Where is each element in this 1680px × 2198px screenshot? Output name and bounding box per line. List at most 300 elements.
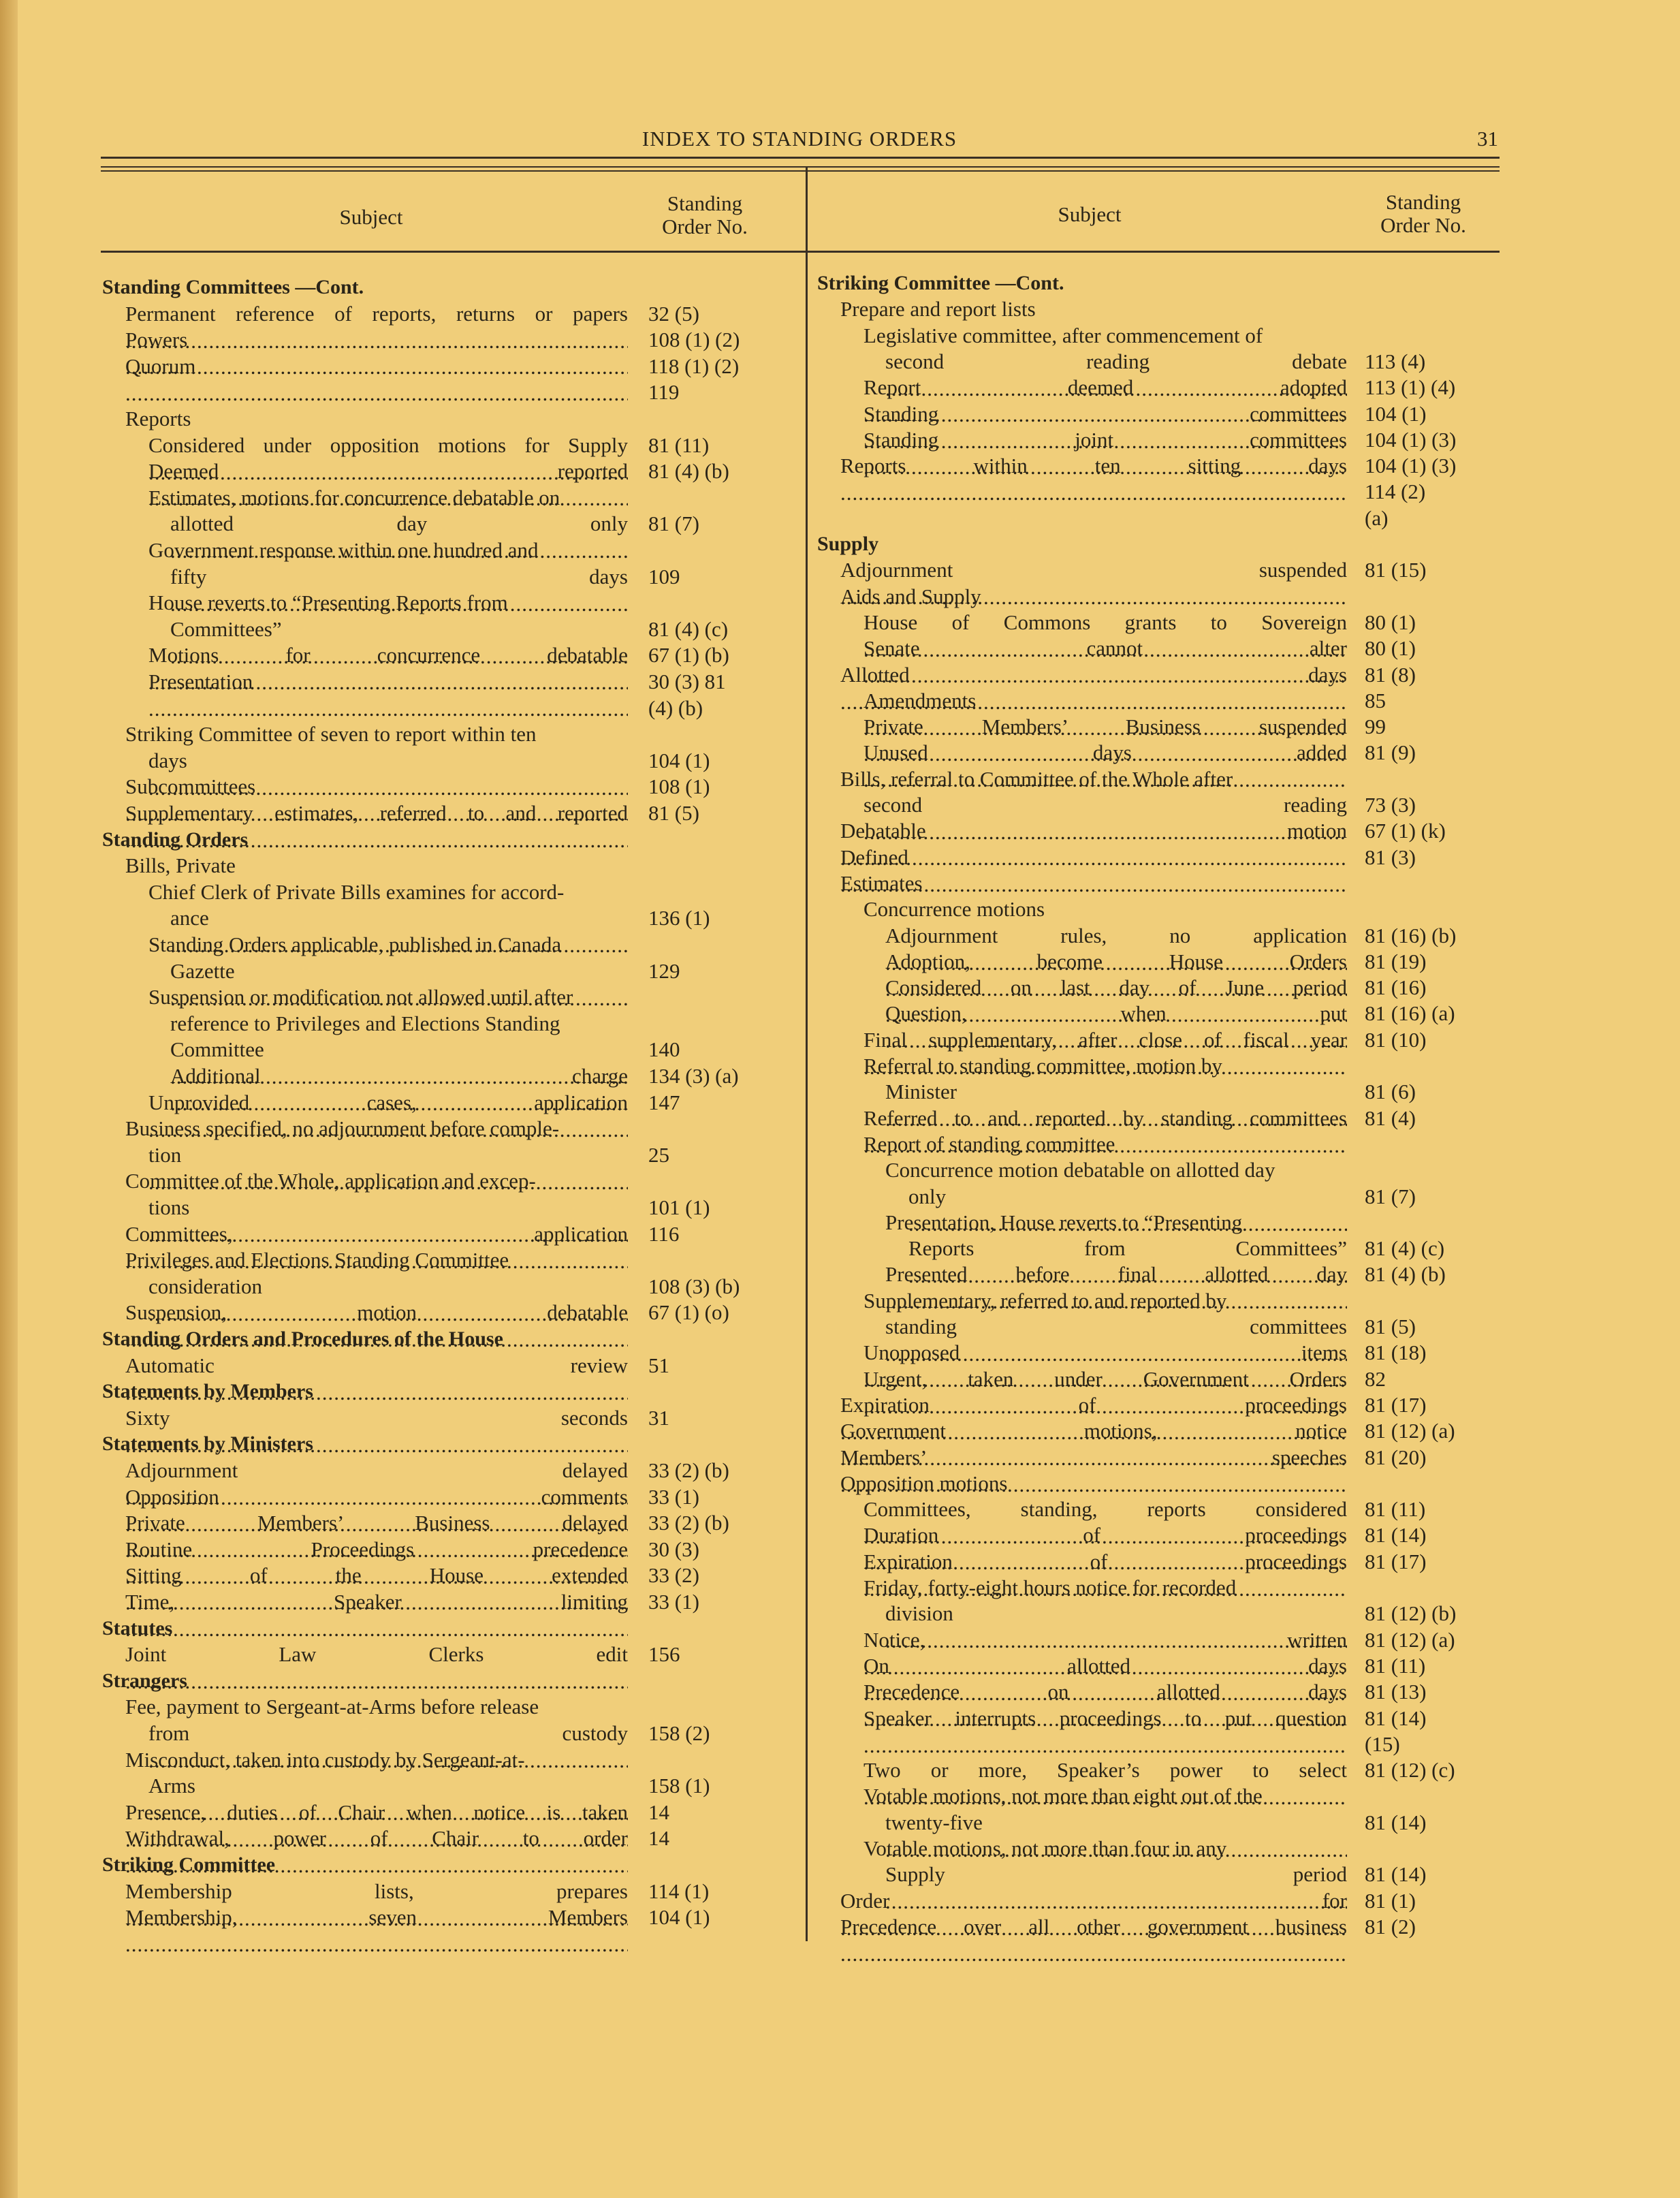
standing-order-number: 67 (1) (b) bbox=[648, 643, 729, 668]
index-entry-text: Standing Orders and Procedures of the House bbox=[102, 1328, 503, 1350]
index-entry bbox=[125, 852, 628, 879]
index-entry-text: On allotted days ..... bbox=[863, 1652, 1347, 1707]
standing-order-number: 104 (1) (3) bbox=[1365, 427, 1457, 452]
index-entry bbox=[125, 1221, 628, 1248]
index-entry bbox=[863, 1105, 1347, 1132]
index-entry-text: Adjournment rules, no application ..... bbox=[885, 922, 1347, 977]
index-entry bbox=[863, 1757, 1347, 1784]
standing-order-number: 81 (18) bbox=[1365, 1340, 1427, 1365]
standing-order-number: 81 (14) bbox=[1365, 1862, 1427, 1887]
table-top-rule bbox=[101, 166, 1500, 168]
index-entry bbox=[125, 1483, 628, 1511]
index-entry-text: Sixty seconds ..... bbox=[125, 1404, 628, 1459]
standing-order-number: 14 bbox=[648, 1826, 669, 1851]
index-entry-text: Government response within one hundred and bbox=[148, 538, 539, 562]
index-entry-text: Committee of the Whole, application and excep- bbox=[125, 1169, 536, 1193]
standing-order-number: 25 bbox=[648, 1142, 669, 1167]
standing-order-number: 81 (4) (c) bbox=[648, 616, 729, 641]
index-entry-text: Votable motions, not more than eight out of the bbox=[863, 1784, 1263, 1808]
standing-order-number: 104 (1) bbox=[648, 1905, 710, 1930]
index-entry-text: Withdrawal, power of Chair to order ..... bbox=[125, 1825, 628, 1879]
standing-order-number: 81 (20) bbox=[1365, 1445, 1427, 1469]
standing-order-number: 81 (4) (b) bbox=[1365, 1262, 1446, 1287]
index-entry bbox=[148, 458, 628, 485]
index-entry bbox=[885, 1600, 1347, 1627]
index-entry-text: Presentation, House reverts to “Presenting bbox=[885, 1210, 1243, 1234]
index-entry-text: Standing Orders applicable, published in Canada bbox=[148, 932, 562, 956]
index-entry-text: Time, Speaker limiting ..... bbox=[125, 1588, 628, 1643]
index-entry bbox=[170, 1063, 628, 1090]
index-entry-text: Defined ..... bbox=[840, 844, 1347, 898]
standing-order-number: 33 (2) (b) bbox=[648, 1511, 729, 1535]
index-entry-text: Government motions, notice ..... bbox=[840, 1417, 1347, 1472]
standing-order-number: 108 (1) (2) bbox=[648, 328, 740, 352]
index-entry-text: only ..... bbox=[908, 1183, 1347, 1238]
index-entry bbox=[840, 1887, 1347, 1915]
standing-order-number: (a) bbox=[1365, 505, 1389, 530]
index-entry-text: Opposition motions bbox=[840, 1471, 1008, 1495]
index-entry-text: Two or more, Speaker’s power to select ..... bbox=[863, 1757, 1347, 1811]
index-entry bbox=[840, 661, 1347, 689]
table-top-rule-2 bbox=[101, 170, 1500, 172]
right-order-header-line2: Order No. bbox=[1380, 213, 1466, 237]
standing-order-number: 81 (11) bbox=[648, 433, 710, 457]
index-entry-text: Misconduct, taken into custody by Sergeant-at- bbox=[125, 1747, 525, 1772]
index-entry bbox=[148, 432, 628, 459]
index-heading bbox=[102, 1325, 628, 1353]
standing-order-number: 81 (14) bbox=[1365, 1706, 1427, 1730]
index-entry-text: Membership, seven Members ..... bbox=[125, 1904, 628, 1958]
index-entry-text: Referral to standing committee, motion by bbox=[863, 1054, 1222, 1078]
standing-order-number: 81 (12) (a) bbox=[1365, 1627, 1455, 1652]
standing-order-number: 81 (5) bbox=[1365, 1315, 1416, 1338]
standing-order-number: 147 bbox=[648, 1090, 680, 1114]
index-entry bbox=[125, 326, 628, 354]
index-entry bbox=[125, 1457, 628, 1484]
index-entry-text: Speaker interrupts proceedings to put question ..... bbox=[863, 1705, 1347, 1759]
standing-order-number: 101 (1) bbox=[648, 1195, 710, 1219]
standing-order-number: 80 (1) bbox=[1365, 636, 1416, 661]
index-entry bbox=[148, 1194, 628, 1221]
standing-order-number: 99 bbox=[1365, 715, 1386, 739]
index-entry bbox=[885, 1261, 1347, 1288]
index-entry bbox=[148, 1720, 628, 1747]
index-entry bbox=[125, 1641, 628, 1668]
index-entry-text: tion ..... bbox=[148, 1142, 628, 1196]
index-entry-text: Sitting of the House extended ..... bbox=[125, 1562, 628, 1616]
standing-order-number: 114 (1) bbox=[648, 1879, 710, 1903]
index-entry bbox=[840, 1417, 1347, 1445]
standing-order-number: 85 bbox=[1365, 688, 1386, 712]
standing-order-number: 81 (16) bbox=[1365, 975, 1427, 1000]
index-entry-text: Permanent reference of reports, returns or papers ..... bbox=[125, 300, 628, 355]
index-entry bbox=[840, 844, 1347, 871]
standing-order-number: 81 (17) bbox=[1365, 1549, 1427, 1573]
standing-order-number: 108 (1) bbox=[648, 774, 710, 799]
index-entry bbox=[885, 1809, 1347, 1836]
index-entry-text: Expiration of proceedings ..... bbox=[863, 1548, 1347, 1603]
index-entry bbox=[148, 484, 628, 512]
index-entry-text: Notice, written ..... bbox=[863, 1627, 1347, 1681]
index-entry bbox=[170, 1010, 628, 1037]
index-entry-text: Supply bbox=[817, 533, 879, 555]
index-entry bbox=[125, 1509, 628, 1537]
index-entry bbox=[885, 1157, 1347, 1184]
index-entry-text: Adjournment delayed ..... bbox=[125, 1457, 628, 1511]
standing-order-number: (4) (b) bbox=[648, 695, 703, 720]
index-entry bbox=[863, 896, 1347, 923]
index-entry bbox=[170, 905, 628, 932]
standing-order-number: 81 (17) bbox=[1365, 1392, 1427, 1417]
index-entry bbox=[863, 1574, 1347, 1601]
index-entry bbox=[170, 616, 628, 643]
standing-order-number: 80 (1) bbox=[1365, 610, 1416, 634]
index-entry-text: Allotted days ..... bbox=[840, 661, 1347, 716]
index-entry-text: Supply period ..... bbox=[885, 1861, 1347, 1915]
index-entry bbox=[148, 747, 628, 774]
index-entry-text: Estimates bbox=[840, 870, 923, 895]
index-entry bbox=[840, 766, 1347, 793]
index-entry-text: Bills, referral to Committee of the Whole after bbox=[840, 766, 1233, 791]
index-entry-text: Referred to and reported by standing committees ..... bbox=[863, 1105, 1347, 1159]
index-entry bbox=[170, 958, 628, 985]
index-entry-text: Reports from Committees” ..... bbox=[908, 1235, 1347, 1289]
index-entry-text: Urgent, taken under Government Orders ..... bbox=[863, 1366, 1347, 1420]
index-entry-text: Votable motions, not more than four in any bbox=[863, 1836, 1227, 1860]
index-entry bbox=[125, 1299, 628, 1326]
right-subject-header: Subject bbox=[1058, 202, 1122, 226]
index-entry-text: Arms ..... bbox=[148, 1772, 628, 1827]
index-entry bbox=[840, 583, 1347, 610]
index-entry-text: Unused days added ..... bbox=[863, 739, 1347, 794]
index-entry-text: standing committees ..... bbox=[885, 1313, 1347, 1368]
standing-order-number: 67 (1) (o) bbox=[648, 1300, 729, 1325]
index-heading bbox=[817, 270, 1347, 297]
index-entry bbox=[863, 1627, 1347, 1654]
index-entry bbox=[125, 1693, 628, 1721]
index-entry bbox=[863, 687, 1347, 715]
standing-order-number: 114 (2) bbox=[1365, 480, 1426, 504]
index-entry bbox=[125, 1562, 628, 1589]
left-order-header-line1: Standing bbox=[667, 191, 743, 215]
standing-order-number: 158 (2) bbox=[648, 1721, 710, 1745]
index-entry bbox=[125, 721, 628, 748]
index-entry-text: Chief Clerk of Private Bills examines for accord- bbox=[148, 879, 565, 904]
index-entry-text: Final supplementary, after close of fiscal year ..... bbox=[863, 1026, 1347, 1081]
index-entry-text: Considered on last day of June period ..... bbox=[885, 974, 1347, 1029]
index-entry bbox=[863, 374, 1347, 401]
standing-order-number: 104 (1) bbox=[1365, 401, 1427, 426]
index-entry bbox=[840, 556, 1347, 584]
standing-order-number: (15) bbox=[1365, 1731, 1400, 1756]
index-entry-text: Bills, Private bbox=[125, 853, 236, 878]
index-entry bbox=[885, 1078, 1347, 1105]
index-heading bbox=[102, 1851, 628, 1879]
index-entry bbox=[863, 713, 1347, 740]
index-entry-text: Considered under opposition motions for Supply ..... bbox=[148, 432, 628, 486]
index-entry-text: Suspension or modification not allowed until after bbox=[148, 985, 573, 1009]
index-entry bbox=[170, 1036, 628, 1063]
index-heading bbox=[102, 826, 628, 853]
index-entry bbox=[148, 589, 628, 616]
index-entry-text: Motions for concurrence debatable ..... bbox=[148, 642, 628, 696]
index-entry-text: Prepare and report lists bbox=[840, 297, 1036, 321]
index-entry-text: Committee ..... bbox=[170, 1036, 628, 1090]
index-entry-text: fifty days ..... bbox=[170, 563, 628, 618]
standing-order-number: 116 bbox=[648, 1221, 680, 1246]
index-entry bbox=[863, 1366, 1347, 1393]
standing-order-number: 134 (3) (a) bbox=[648, 1064, 739, 1088]
index-entry-text: Report deemed adopted ..... bbox=[863, 374, 1347, 428]
index-heading bbox=[102, 274, 628, 301]
index-entry-text: second reading debate ..... bbox=[885, 348, 1347, 403]
page-title: INDEX TO STANDING ORDERS bbox=[641, 127, 957, 151]
standing-order-number: 81 (14) bbox=[1365, 1523, 1427, 1548]
standing-order-number: 81 (4) (b) bbox=[648, 459, 729, 484]
header-rule bbox=[101, 157, 1500, 159]
index-entry-text: Legislative committee, after commencement of bbox=[863, 323, 1263, 347]
standing-order-number: 158 (1) bbox=[648, 1774, 710, 1798]
index-entry bbox=[125, 1536, 628, 1563]
standing-order-number: 119 bbox=[648, 380, 680, 405]
standing-order-number: 81 (13) bbox=[1365, 1680, 1427, 1704]
index-entry-text: Supplementary estimates, referred to and reported ..... bbox=[125, 800, 628, 854]
index-entry-text: from custody ..... bbox=[148, 1720, 628, 1774]
index-entry-text: Estimates, motions for concurrence debatable on bbox=[148, 485, 560, 509]
standing-order-number: 108 (3) (b) bbox=[648, 1274, 740, 1298]
standing-order-number: 81 (12) (a) bbox=[1365, 1419, 1455, 1443]
index-entry-text: House reverts to “Presenting Reports from bbox=[148, 591, 508, 615]
index-entry bbox=[125, 1588, 628, 1616]
index-entry-text: days ..... bbox=[148, 747, 628, 802]
index-entry-text: Standing Orders bbox=[102, 828, 249, 851]
standing-order-number: 33 (1) bbox=[648, 1484, 699, 1509]
index-entry-text: Precedence on allotted days ..... bbox=[863, 1678, 1347, 1733]
index-entry bbox=[863, 791, 1347, 819]
index-entry bbox=[148, 1273, 628, 1300]
index-entry bbox=[863, 1052, 1347, 1080]
index-entry-text: Reports within ten sitting days ..... bbox=[840, 452, 1347, 507]
index-heading bbox=[102, 1667, 628, 1695]
index-entry bbox=[125, 353, 628, 380]
standing-order-number: 33 (2) (b) bbox=[648, 1458, 729, 1482]
index-entry-text: Members’ speeches ..... bbox=[840, 1444, 1347, 1498]
index-entry-text: Supplementary, referred to and reported by bbox=[863, 1288, 1227, 1313]
index-entry bbox=[125, 1825, 628, 1852]
index-entry-text: Order for ..... bbox=[840, 1887, 1347, 1942]
index-entry-text: Striking Committee bbox=[102, 1853, 276, 1876]
index-entry bbox=[885, 1861, 1347, 1888]
index-entry-text: consideration ..... bbox=[148, 1273, 628, 1328]
index-entry bbox=[863, 1835, 1347, 1862]
standing-order-number: 32 (5) bbox=[648, 301, 699, 326]
index-entry-text: second reading ..... bbox=[863, 791, 1347, 846]
index-entry-text: Private Members’ Business suspended ..... bbox=[863, 713, 1347, 768]
index-entry-text: Statements by Members bbox=[102, 1380, 313, 1403]
index-entry bbox=[863, 1339, 1347, 1366]
standing-order-number: 82 bbox=[1365, 1366, 1386, 1391]
index-entry bbox=[125, 1878, 628, 1905]
standing-order-number: 81 (4) (c) bbox=[1365, 1236, 1445, 1261]
left-order-header bbox=[647, 192, 763, 238]
index-entry bbox=[885, 1209, 1347, 1236]
index-entry bbox=[863, 1652, 1347, 1680]
index-entry-text: Gazette ..... bbox=[170, 958, 628, 1012]
index-entry bbox=[840, 1913, 1347, 1941]
index-entry bbox=[125, 300, 628, 328]
index-entry bbox=[863, 1678, 1347, 1706]
index-entry-text: Privileges and Elections Standing Committee bbox=[125, 1248, 509, 1272]
index-entry bbox=[125, 1352, 628, 1379]
index-entry-text: Precedence over all other government business ..... bbox=[840, 1913, 1347, 1968]
standing-order-number: 30 (3) bbox=[648, 1537, 699, 1561]
standing-order-number: 81 (10) bbox=[1365, 1027, 1427, 1052]
index-entry-text: Adjournment suspended ..... bbox=[840, 556, 1347, 611]
index-entry-text: Unprovided cases, application ..... bbox=[148, 1089, 628, 1144]
standing-order-number: 33 (2) bbox=[648, 1563, 699, 1588]
standing-order-number: 81 (11) bbox=[1365, 1653, 1426, 1678]
index-entry-text: Committees” ..... bbox=[170, 616, 628, 670]
index-entry bbox=[863, 401, 1347, 428]
index-entry bbox=[148, 984, 628, 1011]
standing-order-number: 156 bbox=[648, 1642, 680, 1667]
standing-order-number: 81 (15) bbox=[1365, 558, 1427, 582]
index-entry-text: Fee, payment to Sergeant-at-Arms before release bbox=[125, 1695, 539, 1719]
index-entry-text: Private Members’ Business delayed ..... bbox=[125, 1509, 628, 1564]
standing-order-number: 81 (3) bbox=[1365, 845, 1416, 869]
standing-order-number: 81 (12) (c) bbox=[1365, 1758, 1455, 1783]
left-order-header-line2: Order No. bbox=[662, 215, 748, 238]
index-entry bbox=[148, 642, 628, 669]
standing-order-number: 14 bbox=[648, 1800, 669, 1824]
index-entry bbox=[863, 1783, 1347, 1810]
standing-order-number: 81 (12) (b) bbox=[1365, 1601, 1457, 1626]
standing-order-number: 81 (16) (a) bbox=[1365, 1001, 1455, 1026]
index-entry-text: Quorum ..... bbox=[125, 353, 628, 407]
standing-order-number: 51 bbox=[648, 1353, 669, 1377]
index-entry bbox=[125, 773, 628, 800]
index-entry bbox=[148, 931, 628, 958]
running-head bbox=[101, 127, 1498, 158]
index-entry-text: Statements by Ministers bbox=[102, 1432, 313, 1456]
index-entry-text: tions ..... bbox=[148, 1194, 628, 1249]
index-heading bbox=[817, 531, 1347, 558]
index-entry bbox=[840, 452, 1347, 480]
index-entry-text: Unopposed items ..... bbox=[863, 1339, 1347, 1394]
standing-order-number: 81 (14) bbox=[1365, 1810, 1427, 1834]
index-entry bbox=[840, 1392, 1347, 1419]
index-entry-text: Automatic review ..... bbox=[125, 1352, 628, 1407]
index-entry bbox=[863, 1522, 1347, 1549]
index-entry bbox=[863, 1026, 1347, 1054]
index-entry bbox=[840, 870, 1347, 897]
index-heading bbox=[102, 1378, 628, 1405]
index-entry bbox=[908, 1183, 1347, 1210]
index-entry bbox=[125, 1115, 628, 1142]
index-entry-text: Report of standing committee bbox=[863, 1131, 1115, 1156]
index-entry-text: Membership lists, prepares ..... bbox=[125, 1878, 628, 1932]
standing-order-number: 81 (2) bbox=[1365, 1914, 1416, 1938]
index-entry bbox=[148, 1772, 628, 1800]
standing-order-number: 30 (3) 81 bbox=[648, 670, 726, 693]
standing-order-number: 31 bbox=[648, 1405, 669, 1430]
index-entry-text: Question, when put ..... bbox=[885, 1000, 1347, 1054]
index-entry bbox=[840, 1444, 1347, 1471]
index-entry-text: Statutes bbox=[102, 1616, 173, 1639]
standing-order-number: 81 (11) bbox=[1365, 1497, 1426, 1522]
index-entry-text: Standing committees ..... bbox=[863, 401, 1347, 455]
index-entry-text: Minister ..... bbox=[885, 1078, 1347, 1133]
standing-order-number: 81 (6) bbox=[1365, 1080, 1416, 1104]
index-entry-text: Concurrence motions bbox=[863, 897, 1045, 922]
standing-order-number: 140 bbox=[648, 1037, 680, 1062]
index-entry-text: Aids and Supply bbox=[840, 584, 981, 608]
index-entry-text: Adoption, become House Orders ..... bbox=[885, 948, 1347, 1003]
standing-order-number: 129 bbox=[648, 958, 680, 983]
index-entry bbox=[863, 1287, 1347, 1315]
index-entry bbox=[170, 510, 628, 537]
index-entry-text: Opposition comments ..... bbox=[125, 1483, 628, 1538]
index-entry-text: Committees, standing, reports considered ..... bbox=[863, 1496, 1347, 1550]
index-entry-text: Senate cannot alter ..... bbox=[863, 635, 1347, 689]
standing-order-number: 81 (7) bbox=[1365, 1184, 1416, 1208]
right-order-header-line1: Standing bbox=[1385, 190, 1461, 214]
column-divider bbox=[806, 166, 808, 1941]
index-entry-text: Standing Committees —Cont. bbox=[102, 276, 364, 298]
index-entry bbox=[885, 922, 1347, 949]
index-entry bbox=[863, 322, 1347, 349]
index-entry bbox=[863, 739, 1347, 766]
standing-order-number: 81 (7) bbox=[648, 512, 699, 536]
column-header-rule bbox=[101, 251, 1500, 253]
index-entry bbox=[885, 1313, 1347, 1340]
index-entry bbox=[863, 1548, 1347, 1575]
index-entry bbox=[885, 974, 1347, 1001]
index-entry-text: Subcommittees ..... bbox=[125, 773, 628, 828]
index-entry bbox=[125, 405, 628, 433]
standing-order-number: 73 (3) bbox=[1365, 793, 1416, 817]
index-entry-text: Powers ..... bbox=[125, 326, 628, 381]
index-entry bbox=[148, 1089, 628, 1116]
index-entry-text: twenty-five ..... bbox=[885, 1809, 1347, 1864]
standing-order-number: 81 (5) bbox=[648, 801, 699, 825]
index-entry bbox=[148, 879, 628, 906]
index-entry-text: Joint Law Clerks edit ..... bbox=[125, 1641, 628, 1695]
index-entry-text: Suspension, motion debatable ..... bbox=[125, 1299, 628, 1353]
index-entry bbox=[885, 948, 1347, 975]
index-entry bbox=[863, 1131, 1347, 1158]
right-order-header bbox=[1362, 191, 1485, 237]
index-heading bbox=[102, 1615, 628, 1642]
index-entry bbox=[840, 1470, 1347, 1497]
index-entry-text: Committees, application ..... bbox=[125, 1221, 628, 1275]
index-entry bbox=[863, 426, 1347, 454]
index-entry bbox=[840, 817, 1347, 845]
index-entry bbox=[863, 609, 1347, 636]
standing-order-number: 81 (8) bbox=[1365, 662, 1416, 687]
index-entry bbox=[908, 1235, 1347, 1262]
index-entry-text: Presence, duties of Chair when notice is taken ..... bbox=[125, 1799, 628, 1853]
index-entry-text: Deemed reported ..... bbox=[148, 458, 628, 512]
index-entry-text: allotted day only ..... bbox=[170, 510, 628, 565]
index-entry bbox=[125, 1799, 628, 1826]
left-subject-header: Subject bbox=[339, 205, 403, 229]
index-entry-text: Reports bbox=[125, 407, 191, 430]
standing-order-number: 136 (1) bbox=[648, 906, 710, 930]
index-entry bbox=[863, 1496, 1347, 1523]
index-entry bbox=[125, 1746, 628, 1774]
index-entry bbox=[148, 668, 628, 695]
